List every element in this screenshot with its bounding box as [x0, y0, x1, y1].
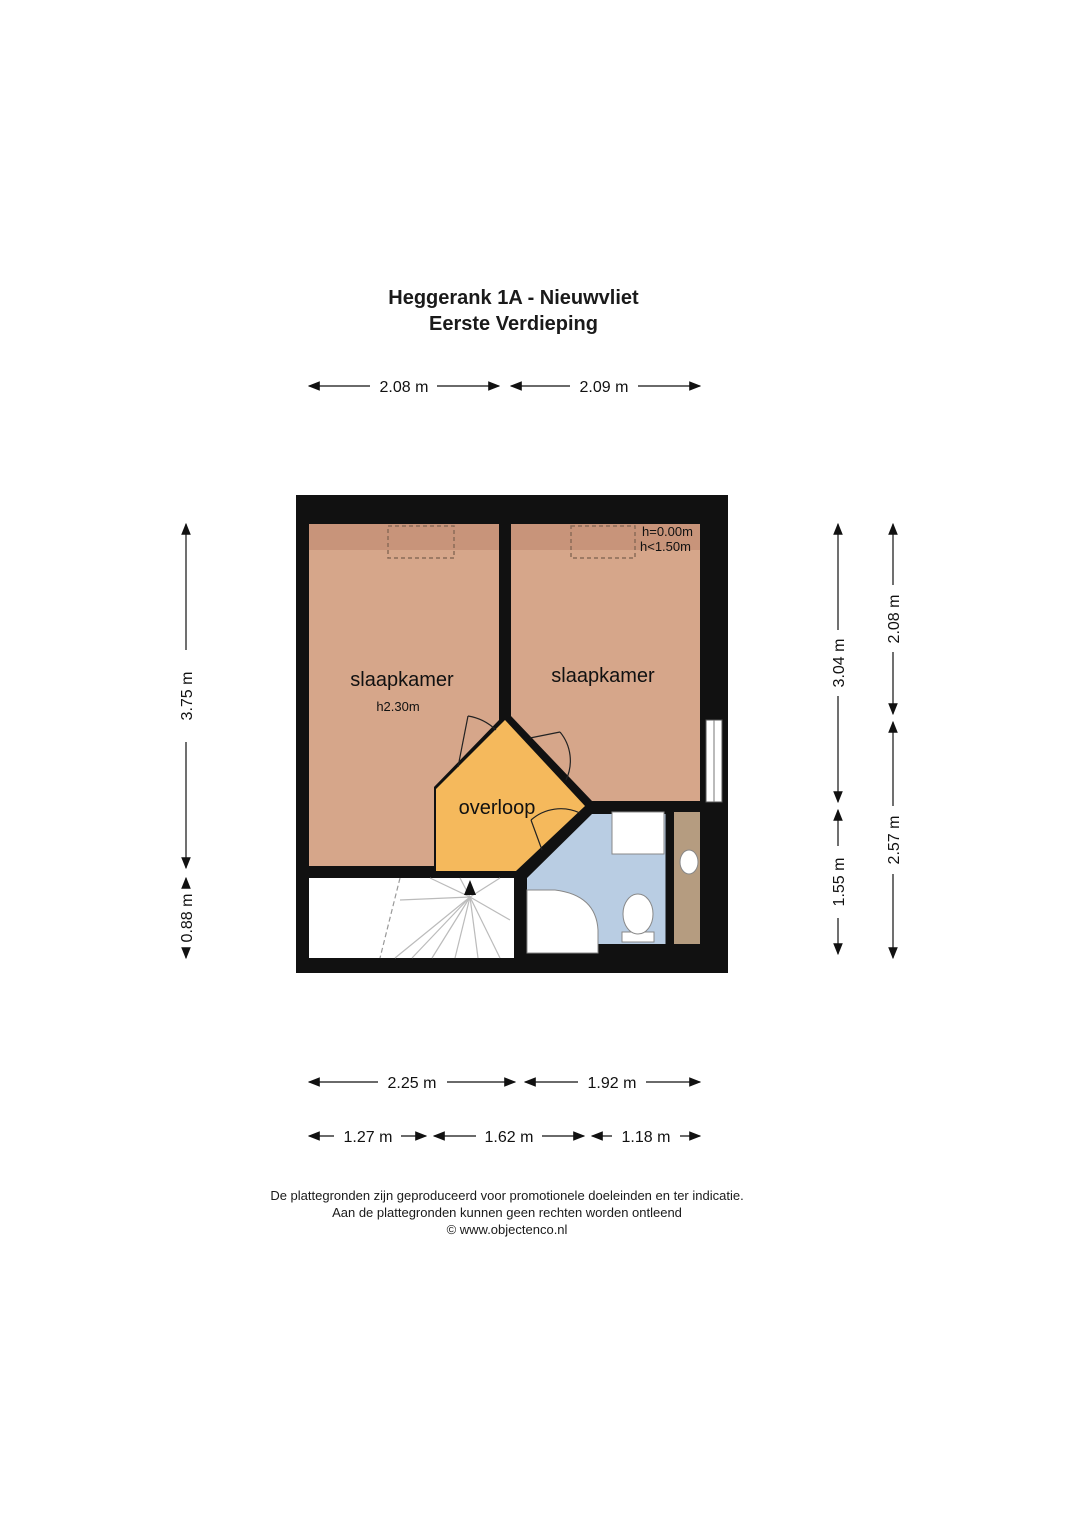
dimension-right-inner-1: 3.04 m	[831, 638, 848, 688]
dimension-top	[309, 379, 700, 396]
dimension-bottom-2-a: 1.27 m	[343, 1129, 393, 1146]
bathroom-counter	[674, 812, 700, 944]
dimension-right-inner-2: 1.55 m	[831, 857, 848, 907]
copyright-line: © www.objectenco.nl	[446, 1222, 568, 1237]
dimension-bottom-1-b: 1.92 m	[587, 1075, 637, 1092]
toilet	[623, 894, 653, 934]
bedroom-left-label: slaapkamer	[350, 669, 454, 691]
sink	[680, 850, 698, 874]
dimension-bottom-2-c: 1.18 m	[621, 1129, 671, 1146]
height-note-2: h<1.50m	[640, 539, 691, 554]
dimension-right-outer-2: 2.57 m	[886, 815, 903, 865]
landing-label: overloop	[458, 797, 536, 819]
dimension-left-1: 3.75 m	[179, 671, 196, 721]
bathroom-cabinet	[612, 812, 664, 854]
dimension-bottom-1-a: 2.25 m	[387, 1075, 437, 1092]
plan-title: Heggerank 1A - Nieuwvliet	[388, 287, 639, 309]
disclaimer-line-1: De plattegronden zijn geproduceerd voor promotionele doeleinden en ter indicatie.	[270, 1188, 744, 1203]
dimension-bottom-2	[309, 1129, 700, 1146]
disclaimer-line-2: Aan de plattegronden kunnen geen rechten worden ontleend	[332, 1205, 682, 1220]
height-note-1: h=0.00m	[642, 524, 693, 539]
bedroom-right-label: slaapkamer	[551, 665, 655, 687]
bedroom-left-slope-zone	[309, 524, 499, 550]
stair-area	[309, 878, 514, 958]
bedroom-left-height: h2.30m	[376, 699, 420, 714]
dimension-right-outer-1: 2.08 m	[886, 594, 903, 644]
dimension-bottom-2-b: 1.62 m	[484, 1129, 534, 1146]
dimension-top-2: 2.09 m	[579, 379, 629, 396]
dimension-left-2: 0.88 m	[179, 893, 196, 943]
dimension-left	[179, 524, 196, 958]
dimension-bottom-1	[309, 1075, 700, 1092]
floor-name: Eerste Verdieping	[429, 313, 598, 335]
dimension-right-outer	[886, 524, 903, 958]
dimension-top-1: 2.08 m	[379, 379, 429, 396]
dimension-right-inner	[831, 524, 848, 954]
